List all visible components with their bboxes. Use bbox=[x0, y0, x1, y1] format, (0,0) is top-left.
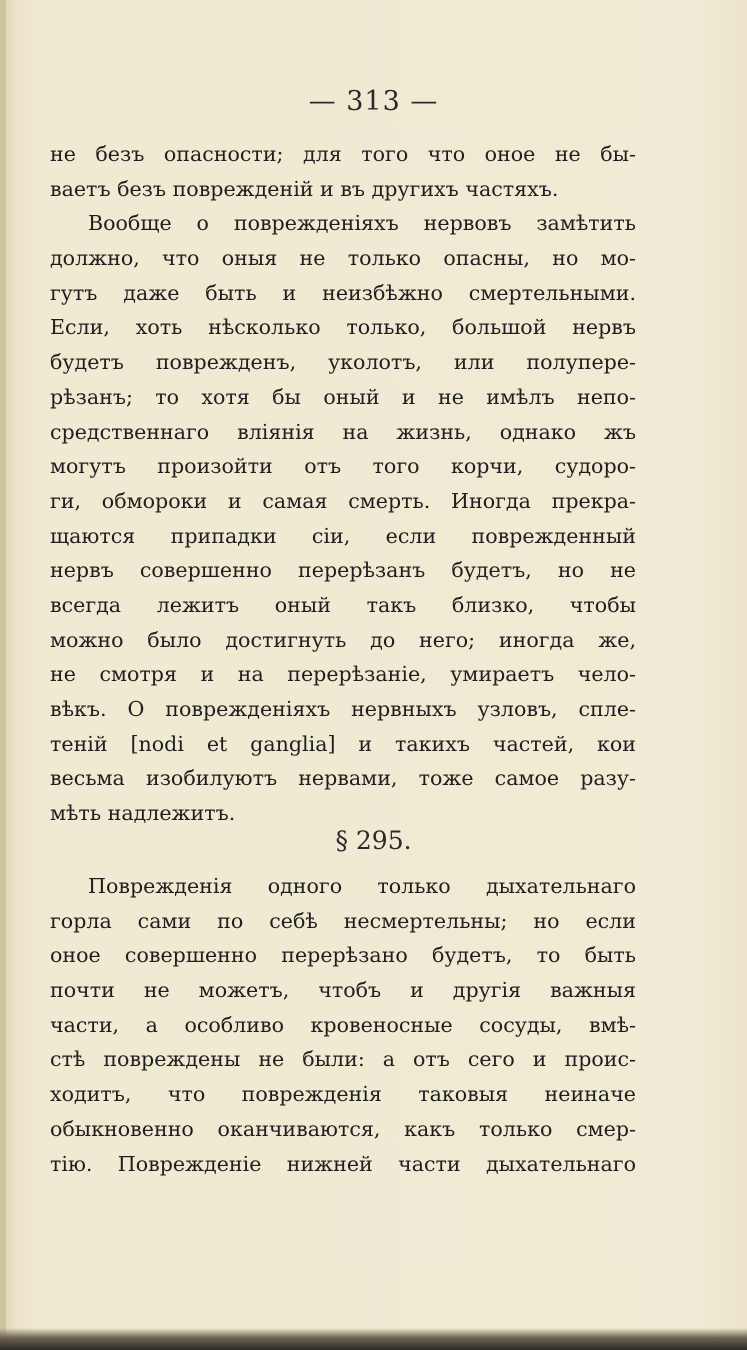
text-line: ходитъ, что поврежденія таковыя неиначе bbox=[50, 1082, 636, 1107]
text-line: рѣзанъ; то хотя бы оный и не имѣлъ непо- bbox=[50, 384, 636, 409]
text-line: тію. Поврежденіе нижней части дыхательнаго bbox=[50, 1151, 636, 1176]
text-line: не безъ опасности; для того что оное не бы- bbox=[50, 142, 636, 166]
text-line: средственнаго вліянія на жизнь, однако жъ bbox=[50, 419, 636, 444]
text-line: Если, хоть нѣсколько только, большой нервъ bbox=[50, 315, 636, 340]
text-line: будетъ поврежденъ, уколотъ, или полупере- bbox=[50, 350, 636, 375]
page-number: — 313 — bbox=[308, 86, 439, 117]
text-line: щаются припадки сіи, если поврежденный bbox=[50, 523, 636, 548]
page-binding-edge bbox=[0, 0, 6, 1350]
text-line: не смотря и на перерѣзаніе, умираетъ чело- bbox=[50, 662, 636, 687]
text-line: теній [nodi et ganglia] и такихъ частей, кои bbox=[50, 731, 636, 756]
section-heading: § 295. bbox=[335, 826, 412, 855]
text-line: части, а особливо кровеносные сосуды, вмѣ- bbox=[50, 1012, 636, 1037]
text-line: нервъ совершенно перерѣзанъ будетъ, но не bbox=[50, 558, 636, 583]
text-line: ги, обмороки и самая смерть. Иногда прекра- bbox=[50, 488, 636, 513]
text-line: должно, что оныя не только опасны, но мо- bbox=[50, 246, 636, 271]
text-block-2 bbox=[50, 869, 636, 1181]
page-bottom-shadow bbox=[0, 1328, 747, 1350]
text-line: весьма изобилуютъ нервами, тоже самое разу- bbox=[50, 766, 636, 791]
text-line: почти не можетъ, чтобъ и другія важныя bbox=[50, 978, 636, 1003]
text-line: гутъ даже быть и неизбѣжно смертельными. bbox=[50, 280, 636, 305]
text-line: мѣть надлежитъ. bbox=[50, 801, 236, 826]
text-line: горла сами по себѣ несмертельны; но если bbox=[50, 908, 636, 933]
text-line: ваетъ безъ поврежденій и въ другихъ частяхъ. bbox=[50, 176, 559, 201]
text-line: могутъ произойти отъ того корчи, судоро- bbox=[50, 454, 636, 479]
text-line: стѣ повреждены не были: а отъ сего и проис- bbox=[50, 1047, 636, 1072]
text-line: оное совершенно перерѣзано будетъ, то быть bbox=[50, 943, 636, 968]
text-line: Поврежденія одного только дыхательнаго bbox=[88, 874, 636, 898]
text-line: обыкновенно оканчиваются, какъ только смер- bbox=[50, 1116, 636, 1141]
text-line: вѣкъ. О поврежденіяхъ нервныхъ узловъ, спле- bbox=[50, 697, 636, 721]
text-line: Вообще о поврежденіяхъ нервовъ замѣтить bbox=[88, 211, 636, 236]
text-line: всегда лежитъ оный такъ близко, чтобы bbox=[50, 592, 636, 617]
text-line: можно было достигнуть до него; иногда же, bbox=[50, 627, 636, 652]
text-block-1 bbox=[50, 137, 636, 831]
